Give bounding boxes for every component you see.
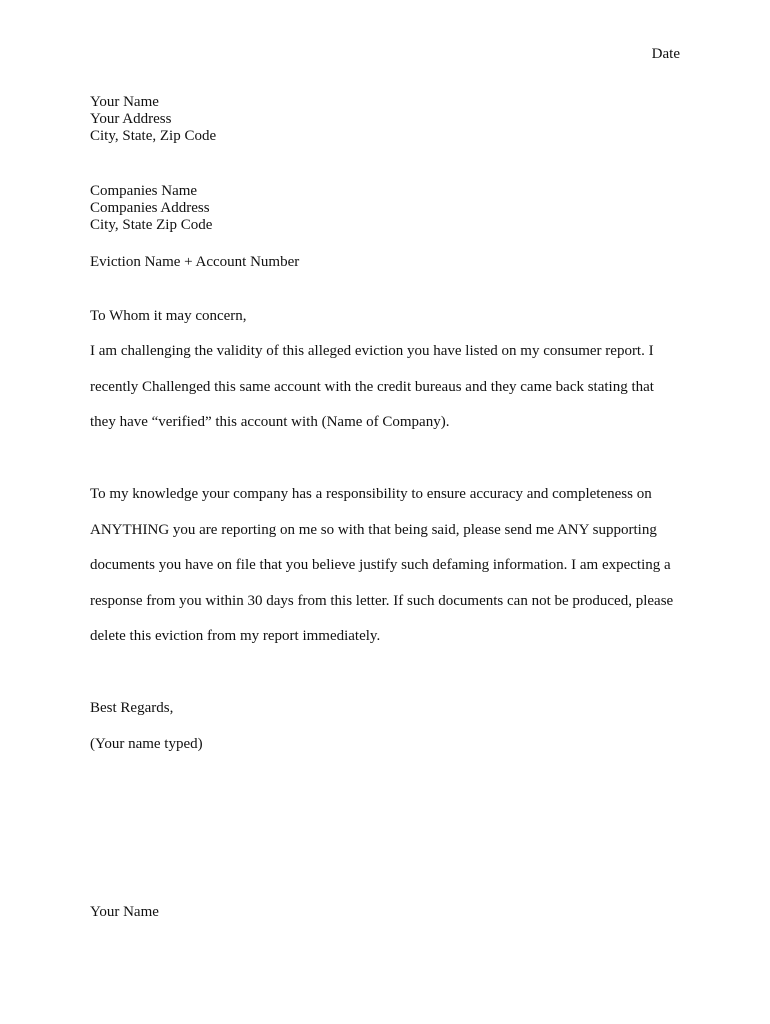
paragraph-line: I am challenging the validity of this alleged eviction you have listed on my consumer report. I — [90, 343, 654, 359]
paragraph-line: they have “verified” this account with (Name of Company). — [90, 414, 450, 430]
paragraph-line: response from you within 30 days from this letter. If such documents can not be produced, please — [90, 593, 674, 609]
sender-name: Your Name — [90, 94, 159, 110]
sender-address: Your Address — [90, 111, 172, 127]
paragraph-line: documents you have on file that you believe justify such defaming information. I am expecting a — [90, 557, 671, 573]
sender-city-state-zip: City, State, Zip Code — [90, 128, 217, 144]
paragraph-line: recently Challenged this same account with the credit bureaus and they came back stating that — [90, 379, 654, 395]
recipient-city-state-zip: City, State Zip Code — [90, 217, 213, 233]
subject-line: Eviction Name + Account Number — [90, 254, 300, 270]
recipient-name: Companies Name — [90, 183, 198, 199]
paragraph-line: delete this eviction from my report immediately. — [90, 628, 381, 644]
signature-name: Your Name — [90, 904, 159, 920]
paragraph-line: ANYTHING you are reporting on me so with that being said, please send me ANY supporting — [90, 522, 657, 538]
recipient-address: Companies Address — [90, 200, 210, 216]
letter-date: Date — [651, 46, 680, 62]
closing: Best Regards, — [90, 700, 174, 716]
typed-name: (Your name typed) — [90, 736, 203, 752]
paragraph-line: To my knowledge your company has a responsibility to ensure accuracy and completeness on — [90, 486, 652, 502]
salutation: To Whom it may concern, — [90, 308, 247, 324]
